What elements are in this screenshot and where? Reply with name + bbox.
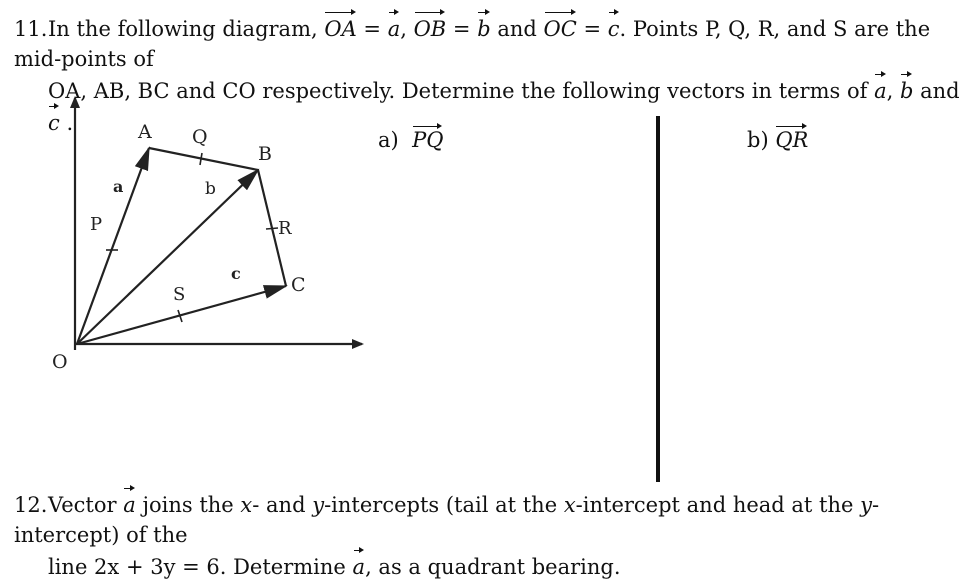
label-c-point: C — [291, 274, 306, 296]
question-11-line-2: OA, AB, BC and CO respectively. Determine the following vectors in terms of a, b and c . — [14, 74, 964, 138]
question-11-line-1: 11.In the following diagram, OA = a, OB = b and OC = c. Points P, Q, R, and S are the mid-points of — [14, 12, 964, 74]
part-a: a) PQ — [378, 126, 443, 152]
vector-c-ref: c — [48, 106, 60, 138]
label-a-point: A — [138, 121, 152, 143]
vector-b-ref: b — [900, 74, 913, 106]
vector-pq: PQ — [412, 126, 443, 152]
label-b-point: B — [258, 143, 272, 165]
label-vec-b: b — [205, 179, 216, 199]
vector-c: c — [608, 12, 620, 44]
tick-q — [200, 153, 202, 165]
question-12-line-1: 12.Vector a joins the x- and y-intercepts (tail at the x-intercept and head at the y-intercept) of the — [14, 488, 964, 550]
tick-r — [266, 228, 278, 229]
column-divider — [656, 116, 660, 482]
and-text: and — [497, 17, 537, 41]
vector-ob: OB — [414, 12, 447, 44]
label-p: P — [90, 214, 103, 235]
question-12 — [14, 488, 964, 582]
label-o: O — [52, 351, 68, 373]
intro-text: In the following diagram, — [48, 17, 318, 41]
label-q: Q — [192, 126, 208, 148]
label-vec-a: a — [113, 177, 124, 196]
vector-a-ref: a — [874, 74, 887, 106]
label-s: S — [173, 284, 186, 305]
label-r: R — [278, 218, 292, 239]
vector-oa: OA — [324, 12, 356, 44]
question-number: 12. — [14, 493, 48, 517]
vector-a-q12-ref: a — [353, 550, 366, 582]
vector-a: a — [388, 12, 401, 44]
vector-diagram — [40, 80, 380, 380]
question-number: 11. — [14, 17, 48, 41]
line-1-rest: . Points P, Q, R, and S are the mid-points of — [14, 17, 931, 71]
side-ab-bc — [149, 148, 286, 286]
vector-oc: OC — [544, 12, 577, 44]
vector-qr: QR — [775, 126, 808, 152]
line-2-text: OA, AB, BC and CO respectively. Determine the following vectors in terms of — [48, 79, 868, 103]
label-vec-c: c — [231, 264, 241, 283]
vector-b: b — [477, 12, 490, 44]
part-b: b) QR — [747, 126, 808, 152]
question-12-line-2: line 2x + 3y = 6. Determine a, as a quadrant bearing. — [14, 550, 964, 582]
vector-a-q12: a — [123, 488, 136, 520]
